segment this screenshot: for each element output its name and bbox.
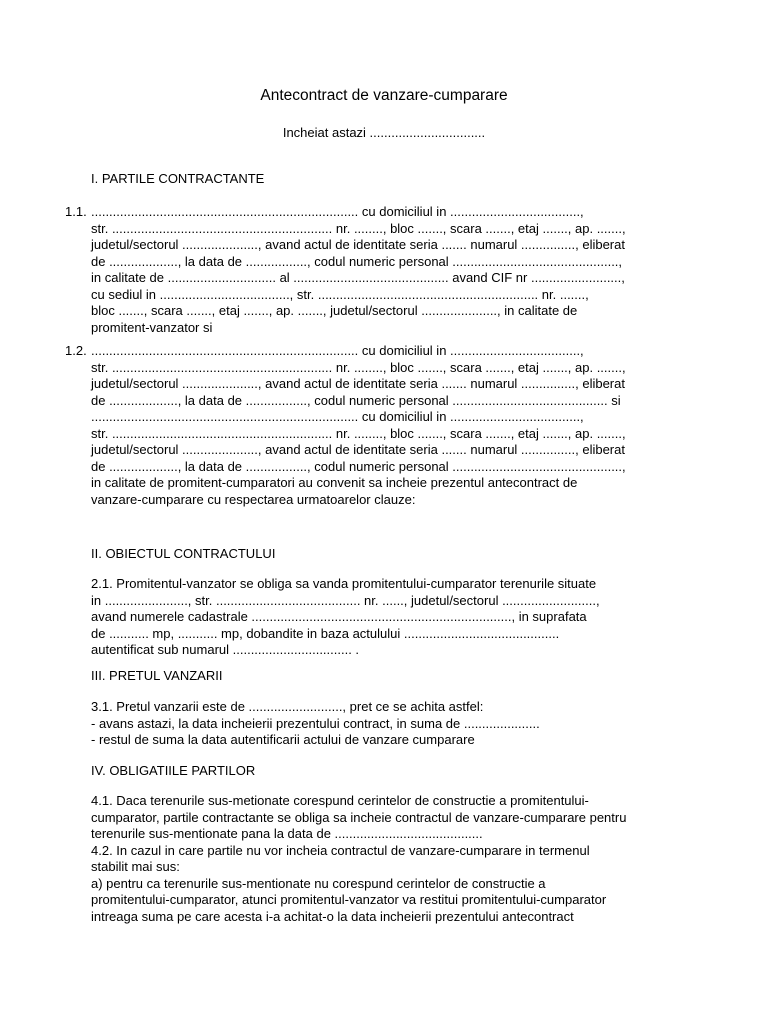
clause-2-1 [91,576,691,659]
text-line: - avans astazi, la data incheierii prezentului contract, in suma de ..................... [91,715,540,731]
text-line: in calitate de promitent-cumparatori au convenit sa incheie prezentul antecontract de [91,475,578,490]
text-line: 3.1. Pretul vanzarii este de .........................., pret ce se achita astfel: [91,699,484,714]
text-line: stabilit mai sus: [91,859,180,874]
text-line: de ........... mp, ........... mp, dobandite in baza actulului ........................................... [91,625,560,641]
text-line: bloc ......., scara ......., etaj ......., ap. ......., judetul/sectorul ....................., in calitate de [91,303,578,318]
text-line: promitentului-cumparator, atunci promitentul-vanzator va restitui promitentului-cumparator [91,892,607,907]
text-line: - restul de suma la data autentificarii actului de vanzare cumparare [91,732,475,747]
text-line: promitent-vanzator si [91,319,213,335]
text-line: judetul/sectorul ....................., avand actul de identitate seria ....... numarul ..............., eliberat [91,376,625,391]
document-subtitle: Incheiat astazi ................................ [282,125,486,140]
section-1-heading: I. PARTILE CONTRACTANTE [91,171,265,186]
clause-1-1 [65,204,691,336]
text-line: de ..................., la data de ................., codul numeric personal .............................................., [91,253,623,269]
clause-number: 1.1. [65,204,87,219]
text-line: a) pentru ca terenurile sus-mentionate nu corespund cerintelor de constructie a [91,875,546,891]
text-line: in calitate de .............................. al ........................................... avand CIF nr ........................., [91,270,625,285]
text-line: 4.1. Daca terenurile sus-metionate corespund cerintelor de constructie a promitentului- [91,793,589,808]
section-3-heading: III. PRETUL VANZARII [91,668,223,683]
text-line: 2.1. Promitentul-vanzator se obliga sa vanda promitentului-cumparator terenurile situate [91,576,597,591]
text-line: judetul/sectorul ....................., avand actul de identitate seria ....... numarul ..............., eliberat [91,442,625,457]
text-line: de ..................., la data de ................., codul numeric personal ........................................... si [91,392,621,408]
text-line: 4.2. In cazul in care partile nu vor incheia contractul de vanzare-cumparare in termenul [91,842,590,858]
text-line: autentificat sub numarul ................................. . [91,642,360,657]
text-line: terenurile sus-mentionate pana la data de ......................................... [91,826,483,841]
text-line: str. ............................................................. nr. ........, bloc ......., scara ......., etaj ......., ap. ......., [91,220,626,236]
text-line: str. ............................................................. nr. ........, bloc ......., scara ......., etaj ......., ap. ......., [91,425,626,441]
text-line: judetul/sectorul ....................., avand actul de identitate seria ....... numarul ..............., eliberat [91,237,625,252]
text-line: .......................................................................... cu domiciliul in ...................................., [91,343,584,358]
text-line: str. ............................................................. nr. ........, bloc ......., scara ......., etaj ......., ap. ......., [91,359,626,375]
text-line: cu sediul in ...................................., str. ............................................................. nr. ......., [91,286,589,302]
clause-number: 1.2. [65,343,87,358]
text-line: vanzare-cumparare cu respectarea urmatoarelor clauze: [91,491,416,507]
document-title: Antecontract de vanzare-cumparare [260,87,508,104]
text-line: intreaga suma pe care acesta i-a achitat-o la data incheierii prezentului antecontract [91,908,574,924]
section-4-heading: IV. OBLIGATIILE PARTILOR [91,763,256,778]
text-line: de ..................., la data de ................., codul numeric personal ..............................................., [91,458,626,474]
text-line: cumparator, partile contractante se obliga sa incheie contractul de vanzare-cumparare pentru [91,809,627,825]
text-line: in ......................., str. ........................................ nr. ......, judetul/sectorul .........................., [91,592,600,608]
text-line: .......................................................................... cu domiciliul in ...................................., [91,409,584,424]
text-line: .......................................................................... cu domiciliul in ...................................., [91,204,584,219]
clause-3-1 [91,699,691,749]
section-2-heading: II. OBIECTUL CONTRACTULUI [91,546,276,561]
clause-4 [91,793,691,925]
clause-1-2 [65,343,691,508]
text-line: avand numerele cadastrale ........................................................................, in suprafata [91,609,587,624]
